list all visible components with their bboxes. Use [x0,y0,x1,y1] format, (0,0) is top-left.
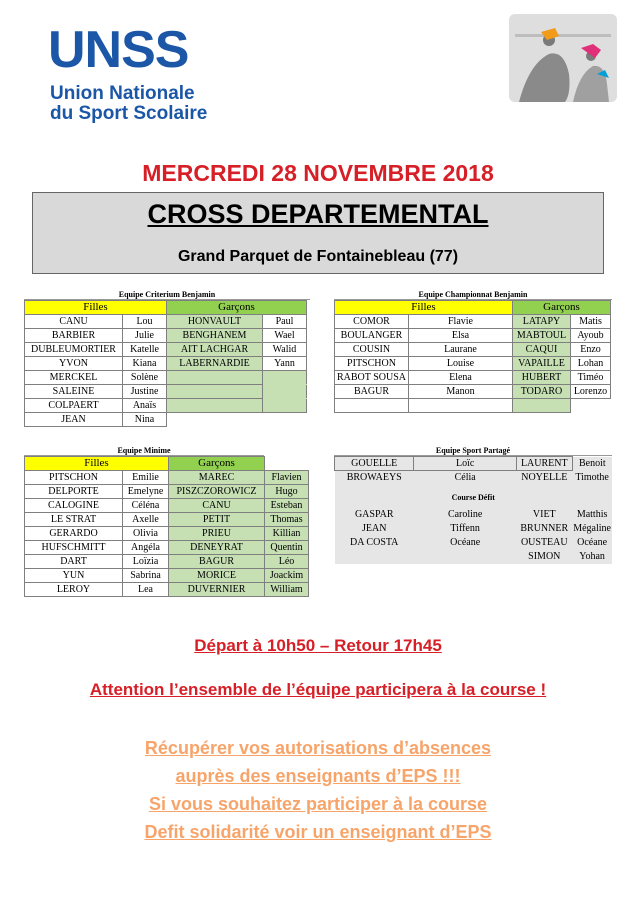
orange-note-line-3: Si vous souhaitez participer à la course [148,794,488,814]
empty-cell [265,457,309,471]
girl-last-name: BOULANGER [335,329,409,343]
empty-cell [571,399,611,413]
empty-cell [167,413,263,427]
participant-first-name: Caroline [414,508,516,522]
participant-first-name: Matthis [572,508,612,522]
participant-last-name: LAURENT [516,457,572,471]
girl-first-name: Manon [409,385,513,399]
boy-first-name: Lohan [571,357,611,371]
table-row [25,343,307,357]
event-title: CROSS DEPARTEMENTAL [147,199,489,229]
boy-first-name: Léo [265,555,309,569]
boy-last-name: DENEYRAT [169,541,265,555]
girl-last-name: YVON [25,357,123,371]
boy-last-name: HONVAULT [167,315,263,329]
table-row [335,385,611,399]
girl-first-name: Olivia [123,527,169,541]
girl-last-name: CALOGINE [25,499,123,513]
runners-illustration [509,14,617,102]
boy-first-name: Ayoub [571,329,611,343]
girl-first-name: Céléna [123,499,169,513]
boy-first-name: Killian [265,527,309,541]
boy-last-name: HUBERT [513,371,571,385]
empty-cell [167,385,263,399]
boy-last-name: LABERNARDIE [167,357,263,371]
girl-last-name: PITSCHON [335,357,409,371]
criterium-benjamin-table [24,300,307,427]
event-banner [32,192,604,274]
girl-last-name: HUFSCHMITT [25,541,123,555]
empty-cell [409,399,513,413]
girl-last-name: PITSCHON [25,471,123,485]
boy-last-name: DUVERNIER [169,583,265,597]
boys-header: Garçons [169,457,265,471]
participant-last-name: GASPAR [335,508,414,522]
table-row [335,315,611,329]
girl-first-name: Sabrina [123,569,169,583]
boy-first-name: Lorenzo [571,385,611,399]
table-row [335,550,613,564]
minime-block [24,445,310,597]
boy-first-name: Enzo [571,343,611,357]
table-row [25,329,307,343]
boy-first-name: Walid [263,343,307,357]
girls-header: Filles [335,301,513,315]
table-row [335,399,611,413]
boy-first-name: Esteban [265,499,309,513]
participant-first-name: Benoit [572,457,612,471]
table-row [25,555,309,569]
girl-first-name: Lea [123,583,169,597]
empty-cell [263,413,307,427]
boy-last-name: PETIT [169,513,265,527]
minime-title: Equipe Minime [24,445,264,456]
participant-first-name: Loïc [414,457,516,471]
boy-last-name: TODARO [513,385,571,399]
logo-line-1: Union Nationale [50,83,195,104]
boy-last-name: MORICE [169,569,265,583]
girl-last-name: COUSIN [335,343,409,357]
girls-header: Filles [25,457,169,471]
boy-first-name: William [265,583,309,597]
boy-last-name: AIT LACHGAR [167,343,263,357]
empty-cell [263,371,307,385]
empty-cell [263,399,307,413]
girl-first-name: Katelle [123,343,167,357]
girl-last-name: COLPAERT [25,399,123,413]
table-row [25,385,307,399]
girl-first-name: Emilie [123,471,169,485]
boy-first-name: Thomas [265,513,309,527]
participant-first-name: Célia [414,471,516,485]
participant-last-name: NOYELLE [516,471,572,485]
table-row [335,343,611,357]
girl-last-name: RABOT SOUSA [335,371,409,385]
girl-first-name: Elsa [409,329,513,343]
empty-cell [513,399,571,413]
table-row [25,371,307,385]
table-row [25,541,309,555]
criterium-benjamin-title: Equipe Criterium Benjamin [24,289,310,300]
boys-header: Garçons [513,301,611,315]
girl-last-name: DUBLEUMORTIER [25,343,123,357]
participant-first-name: Océane [572,536,612,550]
girl-last-name: LE STRAT [25,513,123,527]
table-row [25,513,309,527]
participant-last-name: DA COSTA [335,536,414,550]
girl-first-name: Solène [123,371,167,385]
table-row [335,457,613,471]
girl-first-name: Emelyne [123,485,169,499]
championnat-benjamin-table [334,300,611,413]
boy-first-name: Matis [571,315,611,329]
table-row [335,522,613,536]
participant-last-name: OUSTEAU [516,536,572,550]
sport-partage-title: Equipe Sport Partagé [334,445,612,456]
participant-first-name: Océane [414,536,516,550]
table-row [25,357,307,371]
table-row [25,583,309,597]
table-row [25,399,307,413]
girl-first-name: Julie [123,329,167,343]
event-date: MERCREDI 28 NOVEMBRE 2018 [142,160,494,186]
course-defit-title: Course Défit [335,491,613,504]
girl-last-name: CANU [25,315,123,329]
participant-first-name [414,550,516,564]
table-row [25,569,309,583]
table-row [335,329,611,343]
logo-line-2: du Sport Scolaire [50,103,208,124]
sport-partage-table [334,456,612,564]
empty-cell [263,385,307,399]
girl-first-name: Elena [409,371,513,385]
participant-last-name: VIET [516,508,572,522]
girl-first-name: Nina [123,413,167,427]
orange-note-line-4: Defit solidarité voir un enseignant d’EPS [144,822,492,842]
participant-first-name: Tiffenn [414,522,516,536]
criterium-benjamin-block [24,289,310,427]
girl-last-name: JEAN [25,413,123,427]
girl-first-name: Kiana [123,357,167,371]
girl-last-name: DELPORTE [25,485,123,499]
girl-first-name: Flavie [409,315,513,329]
girl-last-name: DART [25,555,123,569]
girl-first-name: Loïzia [123,555,169,569]
sport-partage-block [334,445,612,564]
table-row [335,371,611,385]
girl-first-name: Anaïs [123,399,167,413]
girl-first-name: Louise [409,357,513,371]
table-row [25,413,307,427]
table-row [25,315,307,329]
boy-last-name: PRIEU [169,527,265,541]
orange-note-line-2: auprès des enseignants d’EPS !!! [175,766,461,786]
participant-first-name: Yohan [572,550,612,564]
table-row [335,508,613,522]
boy-last-name: VAPAILLE [513,357,571,371]
table-row [25,485,309,499]
girl-last-name: BAGUR [335,385,409,399]
departure-info: Départ à 10h50 – Retour 17h45 [194,636,442,655]
attention-message: Attention l’ensemble de l’équipe participera à la course ! [89,680,547,699]
boy-last-name: BAGUR [169,555,265,569]
girls-header: Filles [25,301,167,315]
orange-note-line-1: Récupérer vos autorisations d’absences [144,738,492,758]
boy-last-name: MABTOUL [513,329,571,343]
girl-first-name: Lou [123,315,167,329]
boy-first-name: Hugo [265,485,309,499]
boy-last-name: BENGHANEM [167,329,263,343]
girl-last-name: SALEINE [25,385,123,399]
boy-first-name: Timéo [571,371,611,385]
boy-first-name: Yann [263,357,307,371]
table-row [25,471,309,485]
participant-last-name: BROWAEYS [335,471,414,485]
girl-first-name: Justine [123,385,167,399]
minime-table [24,456,309,597]
table-row [335,471,613,485]
boy-last-name: MAREC [169,471,265,485]
table-row [335,357,611,371]
championnat-benjamin-title: Equipe Championnat Benjamin [334,289,612,300]
boy-first-name: Joackim [265,569,309,583]
girl-last-name: MERCKEL [25,371,123,385]
girl-first-name: Laurane [409,343,513,357]
table-row [25,527,309,541]
participant-first-name: Timothe [572,471,612,485]
girl-first-name: Axelle [123,513,169,527]
participant-last-name: BRUNNER [516,522,572,536]
table-row [335,536,613,550]
girl-last-name: LEROY [25,583,123,597]
event-location: Grand Parquet de Fontainebleau (77) [177,248,459,265]
participant-first-name: Mégaline [573,523,611,534]
boy-last-name: LATAPY [513,315,571,329]
empty-cell [167,399,263,413]
participant-last-name: SIMON [516,550,572,564]
logo-brand: UNSS [48,21,189,79]
girl-first-name: Angéla [123,541,169,555]
boy-last-name: PISZCZOROWICZ [169,485,265,499]
girl-last-name: BARBIER [25,329,123,343]
girl-last-name: GERARDO [25,527,123,541]
participant-last-name: GOUELLE [335,457,414,471]
boy-first-name: Paul [263,315,307,329]
boy-first-name: Flavien [265,471,309,485]
participant-last-name: JEAN [335,522,414,536]
boys-header: Garçons [167,301,307,315]
participant-last-name [335,550,414,564]
boy-first-name: Wael [263,329,307,343]
boy-last-name: CAQUI [513,343,571,357]
girl-last-name: YUN [25,569,123,583]
championnat-benjamin-block [334,289,612,413]
unss-logo [48,21,238,124]
empty-cell [335,399,409,413]
boy-first-name: Quentin [265,541,309,555]
girl-last-name: COMOR [335,315,409,329]
boy-last-name: CANU [169,499,265,513]
table-row [25,499,309,513]
empty-cell [167,371,263,385]
